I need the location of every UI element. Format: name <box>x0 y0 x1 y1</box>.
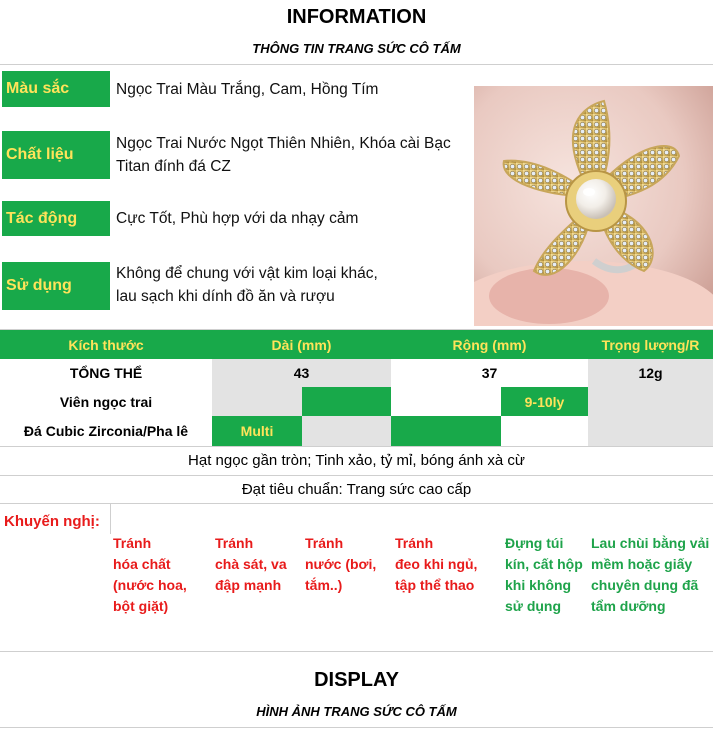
rec-line: Đựng túi <box>505 535 564 551</box>
pearl-cell <box>588 387 713 416</box>
effect-label: Tác động <box>2 201 110 236</box>
page-title: INFORMATION <box>286 6 427 28</box>
divider <box>110 504 111 534</box>
rec-cleaning <box>591 533 713 617</box>
stone-cell <box>588 416 713 446</box>
rec-line: Lau chùi bằng vải <box>591 535 710 551</box>
rec-avoid-chemicals <box>113 533 213 617</box>
rec-line: Tránh <box>305 535 344 551</box>
divider <box>0 446 713 447</box>
display-title: DISPLAY <box>314 669 399 691</box>
total-label: TỔNG THỂ <box>0 359 212 387</box>
pearl-size: 9-10ly <box>501 387 588 416</box>
rec-line: Tránh <box>395 535 434 551</box>
color-label: Màu sắc <box>2 71 110 107</box>
stone-value: Multi <box>212 416 302 446</box>
stone-cell <box>391 416 501 446</box>
rec-line: nước (bơi, <box>305 556 377 572</box>
pearl-label: Viên ngọc trai <box>0 387 212 416</box>
pearl-flower-brooch-photo <box>474 86 713 326</box>
material-value-line: Titan đính đá CZ <box>116 158 231 175</box>
total-length: 43 <box>212 359 391 387</box>
color-value-line: Ngọc Trai Màu Trắng, Cam, Hồng Tím <box>116 81 379 98</box>
pearl-cell <box>391 387 501 416</box>
rec-line: Tránh <box>113 535 152 551</box>
pearl-cell <box>302 387 391 416</box>
header-size: Kích thước <box>0 330 212 359</box>
rec-line: mềm hoặc giấy <box>591 556 693 572</box>
recommendation-label: Khuyến nghị: <box>4 513 100 530</box>
material-value <box>116 132 468 178</box>
rec-line: chuyên dụng đã <box>591 577 699 593</box>
divider <box>0 64 713 65</box>
stone-cell <box>302 416 391 446</box>
rec-line: kín, cất hộp <box>505 556 583 572</box>
rec-avoid-water <box>305 533 395 596</box>
display-subtitle: HÌNH ẢNH TRANG SỨC CÔ TẤM <box>256 704 457 719</box>
product-photo <box>474 86 713 326</box>
rec-line: hóa chất <box>113 556 171 572</box>
usage-value-line: lau sạch khi dính đồ ăn và rượu <box>116 288 335 305</box>
divider <box>0 727 713 728</box>
rec-line: khi không <box>505 577 572 593</box>
header-length: Dài (mm) <box>212 330 391 359</box>
material-label: Chất liệu <box>2 131 110 179</box>
rec-avoid-impact <box>215 533 305 596</box>
material-value-line: Ngọc Trai Nước Ngọt Thiên Nhiên, Khóa cài Bạc <box>116 135 451 152</box>
rec-line: chà sát, va <box>215 556 287 572</box>
rec-line: tập thể thao <box>395 577 475 593</box>
color-value <box>116 78 468 101</box>
stone-cell <box>501 416 588 446</box>
usage-value <box>116 262 468 308</box>
usage-value-line: Không để chung với vật kim loại khác, <box>116 265 378 282</box>
divider <box>0 475 713 476</box>
usage-label: Sử dụng <box>2 262 110 310</box>
effect-value-line: Cực Tốt, Phù hợp với da nhạy cảm <box>116 210 359 227</box>
total-weight: 12g <box>588 359 713 387</box>
pearl-cell <box>212 387 302 416</box>
rec-avoid-sleep-sport <box>395 533 500 596</box>
header-weight: Trọng lượng/R <box>588 330 713 359</box>
rec-storage <box>505 533 590 617</box>
standard-note: Đạt tiêu chuẩn: Trang sức cao cấp <box>241 481 472 498</box>
rec-line: Tránh <box>215 535 254 551</box>
header-width: Rộng (mm) <box>391 330 588 359</box>
effect-value <box>116 207 468 230</box>
rec-line: sử dụng <box>505 598 562 614</box>
divider <box>0 651 713 652</box>
quality-note: Hạt ngọc gần tròn; Tinh xảo, tỷ mỉ, bóng ánh xà cừ <box>188 452 525 469</box>
rec-line: tẩm dưỡng <box>591 598 666 614</box>
rec-line: tắm..) <box>305 577 343 593</box>
rec-line: đeo khi ngủ, <box>395 556 478 572</box>
total-width: 37 <box>391 359 588 387</box>
page-subtitle: THÔNG TIN TRANG SỨC CÔ TẤM <box>252 41 461 56</box>
rec-line: (nước hoa, <box>113 577 187 593</box>
rec-line: đập mạnh <box>215 577 282 593</box>
stone-label: Đá Cubic Zirconia/Pha lê <box>0 416 212 446</box>
divider <box>0 503 713 504</box>
rec-line: bột giặt) <box>113 598 169 614</box>
